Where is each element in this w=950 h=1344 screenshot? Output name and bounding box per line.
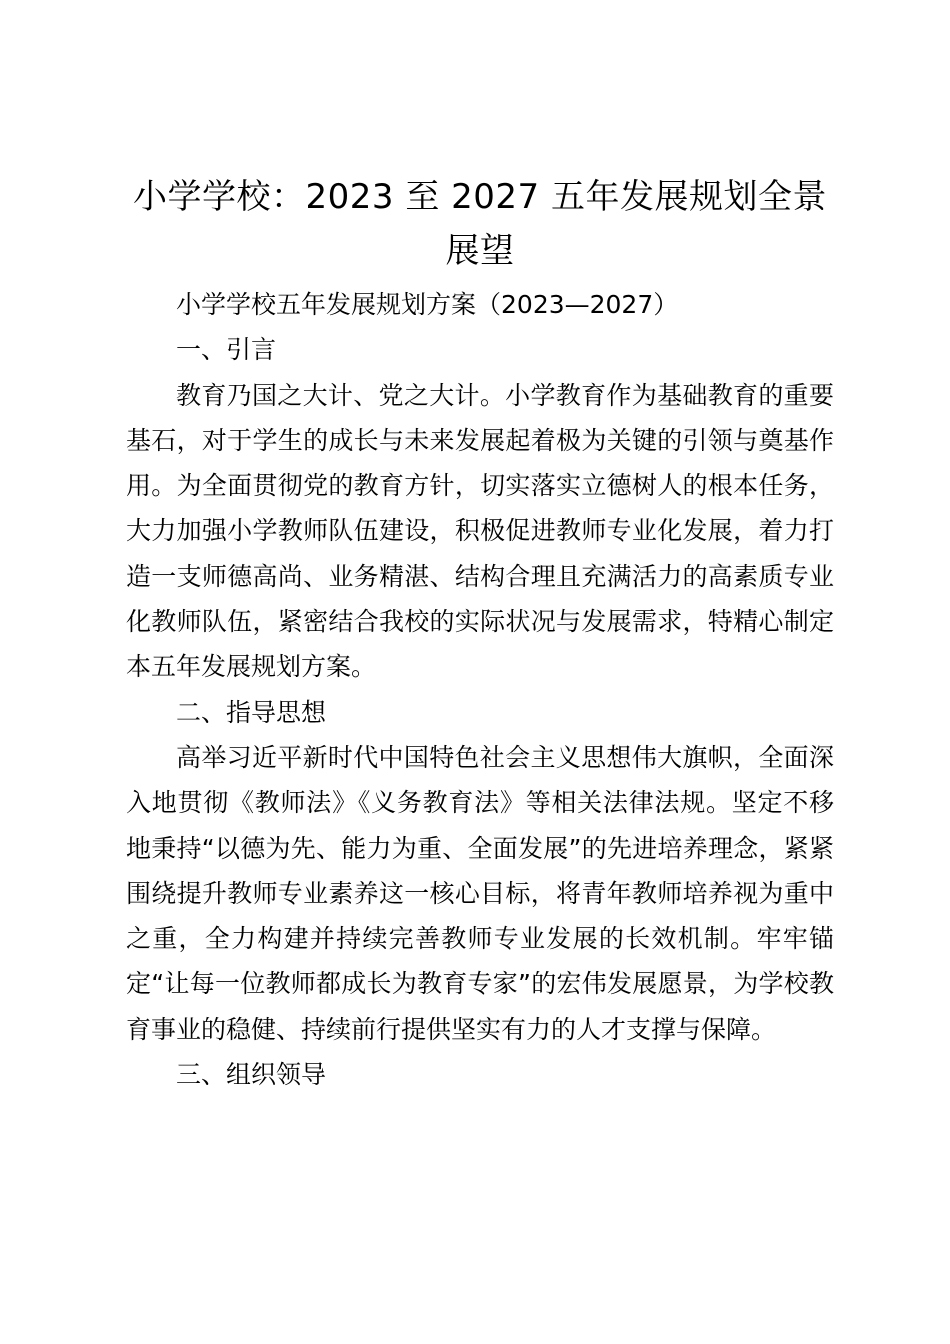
document-title: 小学学校：2023 至 2027 五年发展规划全景展望 bbox=[133, 177, 827, 271]
section-heading-guiding-ideology: 二、指导思想 bbox=[176, 697, 327, 727]
section-heading-organization: 三、组织领导 bbox=[176, 1060, 327, 1090]
introduction-paragraph: 教育乃国之大计、党之大计。小学教育作为基础教育的重要基石，对于学生的成长与未来发展起着极为关键的引领与奠基作用。为全面贯彻党的教育方针，切实落实立德树人的根本任务，大力加强小学教师队伍建设，积极促进教师专业化发展，着力打造一支师德高尚、业务精湛、结构合理且充满活力的高素质专业化教师队伍，紧密结合我校的实际状况与发展需求，特精心制定本五年发展规划方案。 bbox=[126, 380, 834, 682]
plan-subtitle: 小学学校五年发展规划方案（2023—2027） bbox=[176, 290, 679, 319]
guiding-ideology-paragraph: 高举习近平新时代中国特色社会主义思想伟大旗帜，全面深入地贯彻《教师法》《义务教育法》等相关法律法规。坚定不移地秉持“以德为先、能力为重、全面发展”的先进培养理念，紧紧围绕提升教师专业素养这一核心目标，将青年教师培养视为重中之重，全力构建并持续完善教师专业发展的长效机制。牢牢锚定“让每一位教师都成长为教育专家”的宏伟发展愿景，为学校教育事业的稳健、持续前行提供坚实有力的人才支撑与保障。 bbox=[126, 742, 834, 1044]
document-body bbox=[126, 170, 834, 1097]
section-heading-introduction: 一、引言 bbox=[176, 335, 277, 365]
